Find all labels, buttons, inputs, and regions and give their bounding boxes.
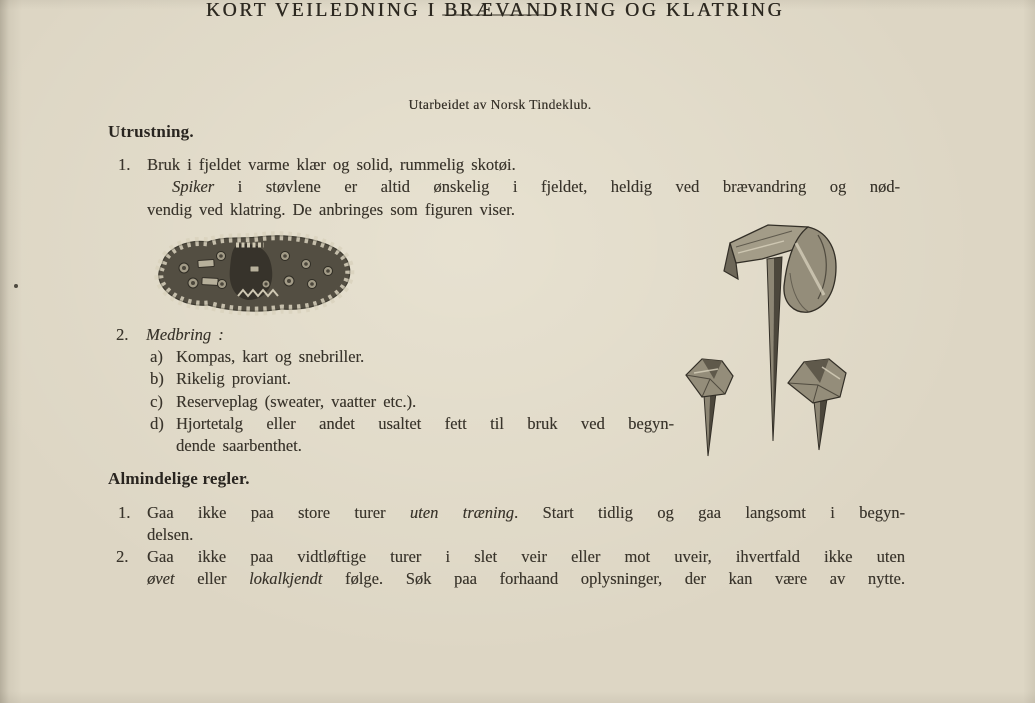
lokalkjendt-italic: lokalkjendt: [249, 569, 323, 589]
list-marker-b: b): [150, 369, 164, 389]
boot-sole-shape: [159, 236, 350, 311]
medbring-label: Medbring :: [146, 325, 224, 344]
small-right-nail: [788, 359, 846, 450]
oevet-italic: øvet: [147, 569, 175, 589]
regler-item1-number: 1.: [118, 503, 131, 522]
regler-item1-line1: [147, 502, 905, 524]
list-marker-a: a): [150, 347, 163, 366]
list-item-d-text: Hjortetalg eller andet usaltet fett til bruk ved begyn-: [176, 413, 674, 433]
list-marker-c: c): [150, 391, 163, 411]
section-heading-utrustning: Utrustning.: [108, 122, 194, 141]
regler-item1-line2: delsen.: [147, 525, 194, 545]
list-item-b-text: Rikelig proviant.: [176, 369, 291, 389]
section-heading-regler: Almindelige regler.: [108, 469, 250, 488]
utrustning-item1-number: 1.: [118, 155, 131, 174]
regler-item2-number: 2.: [116, 547, 129, 566]
regler-item1-line1-t1: Gaa ikke paa store turer: [147, 503, 410, 522]
list-item-a-text: Kompas, kart og snebriller.: [176, 347, 365, 366]
regler-item2-line2: [147, 568, 905, 590]
list-item-b: [150, 368, 674, 390]
list-item-c-text: Reserveplag (sweater, vaatter etc.).: [176, 391, 417, 411]
list-item-d-line2: dende saarbenthet.: [176, 436, 302, 456]
utrustning-item1-line2-rest: i støvlene er altid ønskelig i fjeldet, heldig ved brævandring og nød-: [214, 177, 900, 197]
uten-traening-italic: uten træning: [409, 503, 515, 522]
utrustning-item1: [147, 154, 900, 221]
list-item-c: [150, 391, 674, 413]
regler-item2-line2-t2: følge. Søk paa forhaand oplysninger, der kan være av nytte.: [322, 569, 906, 589]
utrustning-item2-number: 2.: [116, 325, 129, 344]
ink-speck-artifact: [14, 284, 18, 288]
list-item-a: [150, 346, 674, 368]
medbring-list: [150, 346, 674, 457]
page-title: KORT VEILEDNING I BRÆVANDRING OG KLATRING: [205, 0, 785, 21]
page-subtitle: Utarbeidet av Norsk Tindeklub.: [408, 97, 592, 112]
boot-sole-illustration: [146, 226, 360, 322]
spiker-italic: Spiker: [172, 177, 215, 197]
utrustning-item1-line3: vendig ved klatring. De anbringes som figuren viser.: [147, 199, 515, 219]
regler-item1: [147, 502, 905, 547]
list-marker-d: d): [150, 413, 164, 433]
regler-item2-line1: Gaa ikke paa vidtløftige turer i slet veir eller mot uveir, ihvertfald ikke uten: [147, 547, 905, 566]
boot-nails-illustration: [672, 213, 888, 465]
regler-item2: [147, 546, 905, 591]
small-left-nail: [686, 359, 733, 456]
utrustning-item1-line1: Bruk i fjeldet varme klær og solid, rummelig skotøi.: [147, 155, 516, 174]
regler-item1-line1-t2: . Start tidlig og gaa langsomt i begyn-: [514, 503, 905, 522]
list-item-d-line1: [150, 413, 674, 435]
utrustning-item1-line2: [147, 176, 900, 198]
regler-item2-line2-t1: eller: [174, 569, 250, 589]
